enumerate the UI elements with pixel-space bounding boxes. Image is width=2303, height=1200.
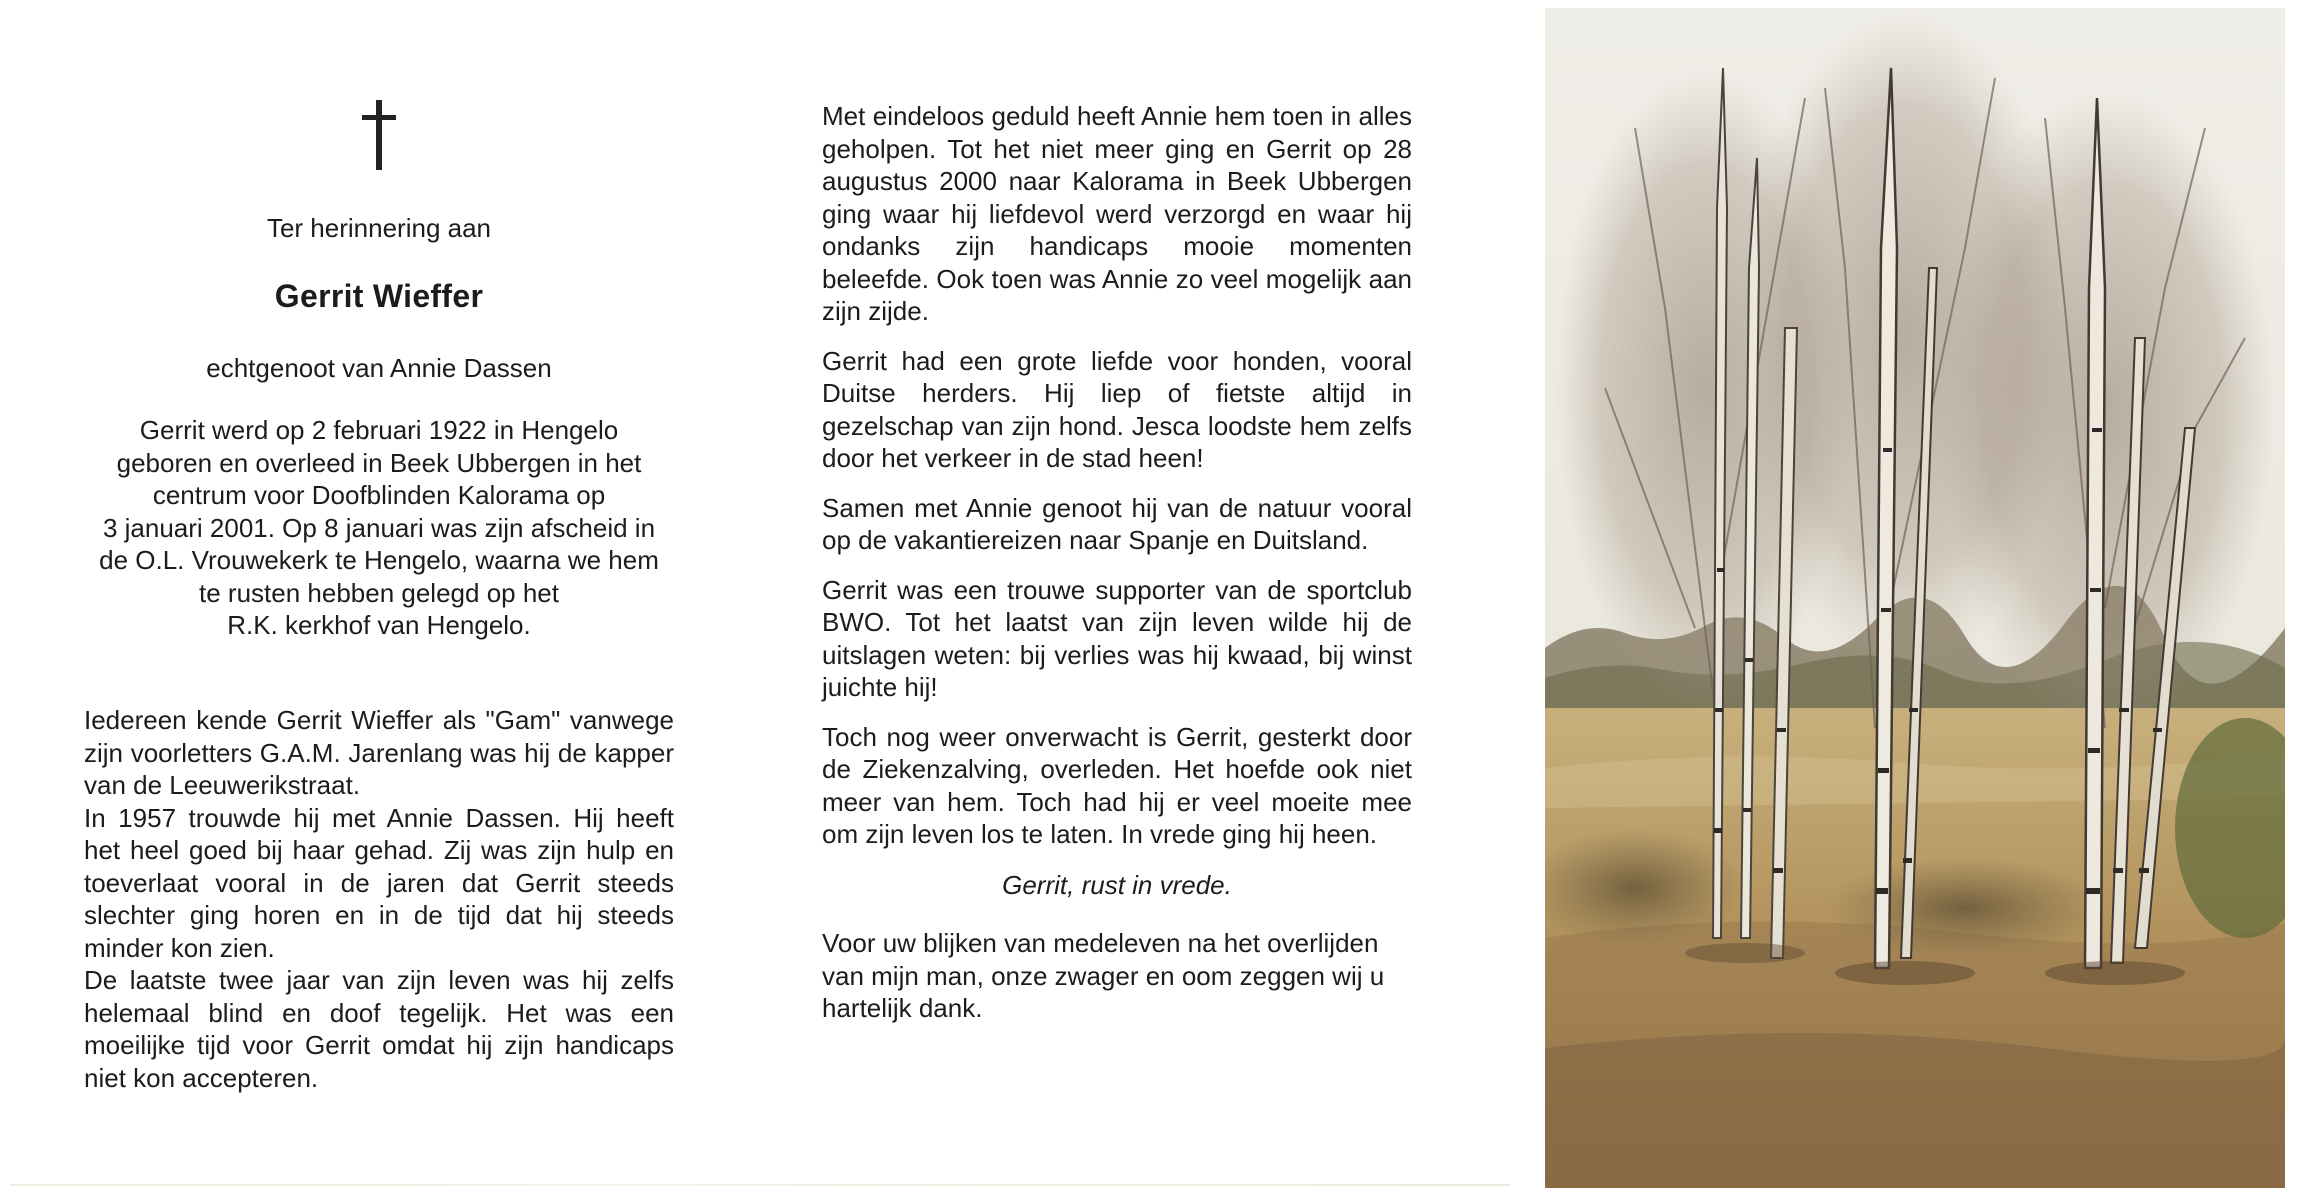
life-story: Iedereen kende Gerrit Wieffer als "Gam" vanwege zijn voorletters G.A.M. Jarenlang was hij de kapper van de Leeuwerikstraat. In 1957 trouwde hij met Annie Dassen. Hij heeft het heel goed bij haar gehad. Zij was zijn hulp en toeverlaat vooral in de jaren dat Gerrit steeds slechter ging horen en in de tijd dat hij steeds minder kon zien. De laatste twee jaar van zijn leven was hij zelfs helemaal blind en doof tegelijk. Het was een moeilijke tijd voor Gerrit omdat hij zijn handicaps niet kon accepteren. [84, 705, 674, 1093]
scan-line [10, 1184, 1510, 1186]
middle-column [822, 100, 1412, 1042]
remembrance-intro: Ter herinnering aan [266, 213, 492, 243]
cross-icon [356, 100, 402, 170]
paragraph: Toch nog weer onverwacht is Gerrit, gesterkt door de Ziekenzalving, overleden. Het hoefde ook niet meer van hem. Toch had hij er veel moeite mee om zijn leven los te laten. In vrede ging hij heen. [822, 721, 1412, 849]
paragraph: Gerrit had een grote liefde voor honden, vooral Duitse herders. Hij liep of fietste altijd in gezelschap van zijn hond. Jesca loodste hem zelfs door het verkeer in de stad heen! [822, 345, 1412, 473]
closing-quote: Gerrit, rust in vrede. [1002, 869, 1232, 900]
birch-trees-heathland-photo [1545, 8, 2285, 1188]
paragraph: Met eindeloos geduld heeft Annie hem toen in alles geholpen. Tot het niet meer ging en Gerrit op 28 augustus 2000 naar Kalorama in Beek Ubbergen ging waar hij liefdevol werd verzorgd en waar hij ondanks zijn handicaps mooie momenten beleefde. Ook toen was Annie zo veel mogelijk aan zijn zijde. [822, 101, 1412, 326]
paragraph: Samen met Annie genoot hij van de natuur vooral op de vakantiereizen naar Spanje en Duitsland. [822, 492, 1412, 555]
spouse-line: echtgenoot van Annie Dassen [206, 353, 552, 383]
paragraph: Gerrit was een trouwe supporter van de sportclub BWO. Tot het laatst van zijn leven wilde hij de uitslagen weten: bij verlies was hij kwaad, bij winst juichte hij! [822, 574, 1412, 702]
thanks-note: Voor uw blijken van medeleven na het overlijden van mijn man, onze zwager en oom zeggen wij u hartelijk dank. [822, 928, 1385, 1023]
deceased-name: Gerrit Wieffer [274, 278, 484, 314]
biography-dates: Gerrit werd op 2 februari 1922 in Hengelo geboren en overleed in Beek Ubbergen in het centrum voor Doofblinden Kalorama op 3 januari 2001. Op 8 januari was zijn afscheid in de O.L. Vrouwekerk te Hengelo, waarna we hem te rusten hebben gelegd op het R.K. kerkhof van Hengelo. [99, 415, 659, 640]
